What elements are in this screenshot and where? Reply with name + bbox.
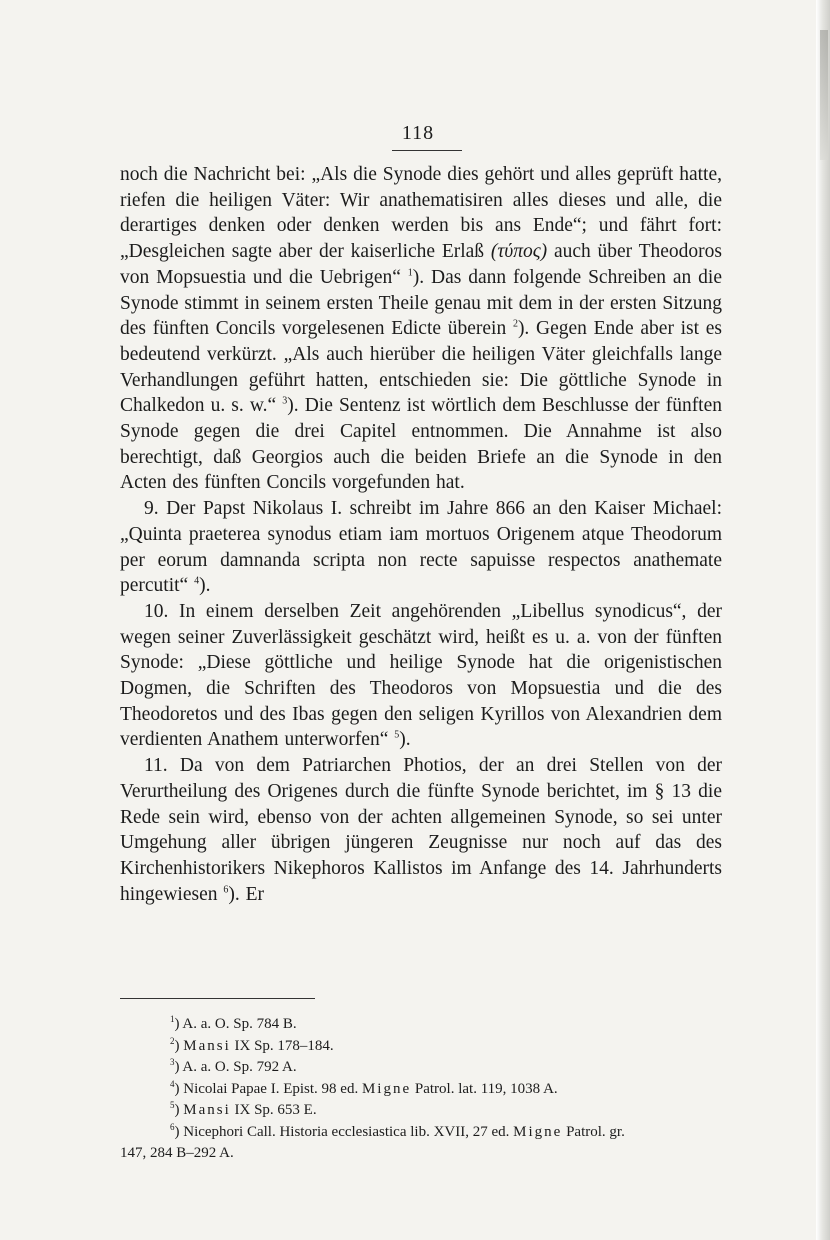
footnote-4 xyxy=(120,1079,722,1101)
body-text xyxy=(120,162,722,907)
footnote-text: ) xyxy=(174,1037,184,1054)
text-run: 11. Da von dem Patriarchen Photios, der an drei Stellen von der Verurtheilung des Origenes durch die fünfte Synode berichtet, im § 13 die Rede sein wird, ebenso von der achten allgemeinen Synode, so sei unter Umgehung aller übrigen jüngeren Zeugnisse nur noch auf das des Kirchenhistorikers Nikephoros Kallistos im Anfange des 14. Jahrhunderts hingewiesen xyxy=(120,755,722,905)
footnote-text: ) A. a. O. Sp. 792 A. xyxy=(174,1059,297,1075)
footnote-mark: 1 xyxy=(170,1014,175,1024)
footnote-text: IX Sp. 178–184. xyxy=(230,1037,334,1054)
text-run: . Das dann folgende Schreiben an die Synode stimmt in seinem ersten Theile genau mit dem in der ersten Sitzung des fünften Concils vorgelesenen Edicte überein xyxy=(120,266,722,340)
page-number: 118 xyxy=(401,122,435,144)
footnote-spaced-name: Mansi xyxy=(183,1037,231,1054)
footnote-text: ) Nicephori Call. Historia ecclesiastica lib. XVII, 27 ed. xyxy=(174,1123,514,1140)
footnote-ref-1: 1 xyxy=(407,267,413,279)
footnote-3 xyxy=(120,1057,722,1079)
paragraph-10 xyxy=(120,599,722,753)
footnote-text: ) xyxy=(174,1102,184,1118)
footnote-ref-3: 3 xyxy=(282,395,288,407)
footnote-mark: 3 xyxy=(170,1057,175,1067)
text-run: 9. Der Papst Nikolaus I. schreibt im Jahre 866 an den Kaiser Michael: „Quinta praeterea synodus etiam iam mortuos Origenem atque Theodorum per eorum damnanda scripta non recte sapuisse respectos anathemate percutit“ xyxy=(120,498,722,597)
page-number-rule xyxy=(392,150,462,151)
footnote-spaced-name: Migne xyxy=(361,1080,412,1097)
scan-edge xyxy=(816,0,830,1240)
text-run: ). Er xyxy=(228,883,265,905)
text-run: ). Gegen Ende aber ist es bedeutend verkürzt. „Als auch hierüber die heiligen Väter gleichfalls lange Verhandlungen geführt hatten, entschieden sie: Die göttliche Synode in Chalkedon u. s. w.“ xyxy=(120,318,723,417)
text-run: noch die Nachricht bei: „Als die Synode dies gehört und alles geprüft hatte, riefen die heiligen Väter: Wir anathematisiren alles dieses und alle, die derartiges denken oder denken werden bis ans Ende“; und fährt fort: „Desgleichen sagte aber der kaiserliche Erlaß xyxy=(120,164,722,263)
scan-edge-mark xyxy=(820,30,828,160)
paragraph-9 xyxy=(120,496,722,599)
paragraph-continuation: noch die Nachricht bei: „Als die Synode dies gehört und alles geprüft hatte, riefen die heiligen Väter: Wir anathematisiren alles dieses und alle, die derartiges denken oder denken werden bis ans Ende“; und fährt fort: „Desgleichen sagte aber der kaiserliche Erlaß (τύπος) auch über Theodoros von Mopsuestia und die Uebrigen“ $^1$). Das dann folgende Schreiben an die Synode stimmt in seinem ersten Theile genau mit dem in der ersten Sitzung des fünften Concils vorgelesenen Edicte überein $^2$). Gegen Ende aber ist es bedeutend verkürzt. „Als auch hierüber die heiligen Väter gleichfalls lange Verhandlungen geführt hatten, entschieden sie: Die göttliche Synode in Chalkedon u. s. w.“ $^3$). Die Sentenz ist wörtlich dem Beschlusse der fünften Synode gegen die drei Capitel entnommen. Die Annahme ist also berechtigt, daß Georgios auch die beiden Briefe an die Synode in den Acten des fünften Concils vorgefunden hat. xyxy=(120,164,723,494)
text-run: ). xyxy=(199,575,211,597)
footnote-6 xyxy=(120,1122,722,1144)
footnote-ref-4: 4 xyxy=(194,575,200,587)
footnote-ref-5: 5 xyxy=(394,729,400,741)
footnote-2 xyxy=(120,1036,722,1058)
footnotes xyxy=(120,1014,722,1165)
footnote-rule xyxy=(120,998,315,999)
greek-term: (τύπος) xyxy=(490,241,548,263)
footnote-6-continuation: 147, 284 B–292 A. xyxy=(120,1145,234,1161)
footnote-ref-2: 2 xyxy=(512,318,518,330)
footnote-text: Patrol. gr. xyxy=(562,1123,625,1140)
footnote-1 xyxy=(120,1014,722,1036)
footnote-spaced-name: Migne xyxy=(513,1123,563,1140)
footnote-spaced-name: Mansi xyxy=(183,1102,231,1118)
footnote-text: IX Sp. 653 E. xyxy=(230,1102,317,1118)
footnote-mark: 5 xyxy=(170,1100,175,1110)
paragraph-11 xyxy=(120,753,722,907)
text-run: 10. In einem derselben Zeit angehörenden „Libellus synodicus“, der wegen seiner Zuverlässigkeit geschätzt wird, heißt es u. a. von der fünften Synode: „Diese göttliche und heilige Synode hat die origenistischen Dogmen, die Schriften des Theodoros von Mopsuestia und die des Theodoretos und des Ibas gegen den seligen Kyrillos von Alexandrien dem verdienten Anathem unterworfen“ xyxy=(120,600,722,751)
text-run: ). xyxy=(399,729,411,751)
text-run: ). Die Sentenz ist wörtlich dem Beschlusse der fünften Synode gegen die drei Capitel entnommen. Die Annahme ist also berechtigt, daß Georgios auch die beiden Briefe an die Synode in den Acten des fünften Concils vorgefunden hat. xyxy=(120,395,723,494)
footnote-ref-6: 6 xyxy=(223,884,229,896)
footnote-text: ) Nicolai Papae I. Epist. 98 ed. xyxy=(174,1080,362,1097)
footnote-mark: 2 xyxy=(170,1035,175,1046)
footnote-text: Patrol. lat. 119, 1038 A. xyxy=(411,1080,558,1097)
footnote-mark: 4 xyxy=(170,1078,175,1089)
footnote-5 xyxy=(120,1100,722,1122)
text-run: auch über Theodoros von Mopsuestia und die Uebrigen“ xyxy=(120,241,722,288)
footnote-text: ) A. a. O. Sp. 784 B. xyxy=(174,1016,297,1032)
footnote-mark: 6 xyxy=(170,1121,175,1132)
